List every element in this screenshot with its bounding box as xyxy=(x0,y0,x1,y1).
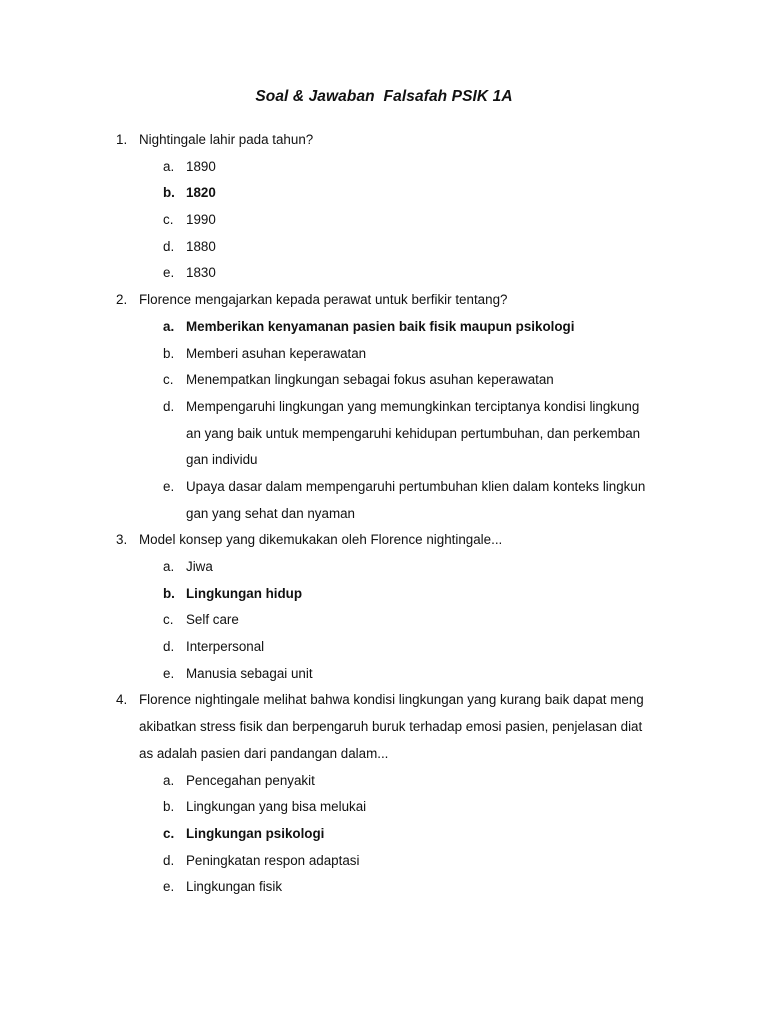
option-text: Jiwa xyxy=(186,559,213,574)
option-text: 1890 xyxy=(186,158,216,174)
option-letter: e. xyxy=(163,265,175,281)
question-text-line: akibatkan stress fisik dan berpengaruh buruk terhadap emosi pasien, penjelasan diat xyxy=(139,719,643,735)
answer-option xyxy=(0,260,768,287)
question-number: 1. xyxy=(116,132,128,147)
question-item xyxy=(0,687,768,901)
option-text: 1990 xyxy=(186,212,216,228)
option-text: Memberikan kenyamanan pasien baik fisik maupun psikologi xyxy=(186,318,575,334)
question-text xyxy=(0,287,768,314)
question-text-line: Nightingale lahir pada tahun? xyxy=(139,132,314,147)
question-text xyxy=(0,127,768,154)
answer-option xyxy=(0,207,768,234)
option-text: Memberi asuhan keperawatan xyxy=(186,345,367,361)
answer-option xyxy=(0,874,768,901)
answer-option xyxy=(0,581,768,608)
answer-option xyxy=(0,367,768,394)
option-text: Upaya dasar dalam mempengaruhi pertumbuhan klien dalam konteks lingkun xyxy=(186,478,646,494)
option-letter: d. xyxy=(163,852,175,868)
question-text xyxy=(0,527,768,554)
answer-option xyxy=(0,314,768,341)
option-letter: e. xyxy=(163,478,175,494)
answer-option-continuation xyxy=(0,421,768,448)
option-text: Lingkungan yang bisa melukai xyxy=(186,799,367,815)
option-letter: b. xyxy=(163,585,175,601)
option-text: an yang baik untuk mempengaruhi kehidupan pertumbuhan, dan perkemban xyxy=(186,425,641,441)
option-letter: d. xyxy=(163,238,175,254)
answer-option xyxy=(0,154,768,181)
question-list xyxy=(0,127,768,901)
answer-option xyxy=(0,234,768,261)
answer-option xyxy=(0,607,768,634)
option-text: Interpersonal xyxy=(186,639,265,655)
answer-option xyxy=(0,634,768,661)
question-text-line: Florence mengajarkan kepada perawat untuk berfikir tentang? xyxy=(139,292,508,308)
answer-option xyxy=(0,180,768,207)
option-text: 1880 xyxy=(186,238,216,254)
question-text-continuation xyxy=(0,714,768,741)
answer-option xyxy=(0,794,768,821)
option-text: 1830 xyxy=(186,265,216,281)
answer-option xyxy=(0,341,768,368)
answer-option-continuation xyxy=(0,447,768,474)
option-text: Peningkatan respon adaptasi xyxy=(186,852,360,868)
option-letter: a. xyxy=(163,158,175,174)
option-letter: b. xyxy=(163,185,175,201)
option-text: Mempengaruhi lingkungan yang memungkinkan terciptanya kondisi lingkung xyxy=(186,398,640,414)
option-letter: b. xyxy=(163,799,175,815)
option-text: Manusia sebagai unit xyxy=(186,665,313,681)
question-text-line: Florence nightingale melihat bahwa kondisi lingkungan yang kurang baik dapat meng xyxy=(139,692,644,708)
answer-option xyxy=(0,474,768,501)
option-text: Pencegahan penyakit xyxy=(186,772,315,788)
option-letter: b. xyxy=(163,345,175,361)
answer-option xyxy=(0,554,768,581)
answer-option xyxy=(0,768,768,795)
option-text: Lingkungan hidup xyxy=(186,585,303,601)
option-letter: d. xyxy=(163,639,175,655)
option-letter: c. xyxy=(163,612,174,628)
document-title: Soal & Jawaban Falsafah PSIK 1A xyxy=(255,88,513,105)
option-text: Lingkungan fisik xyxy=(186,879,283,895)
option-letter: c. xyxy=(163,212,174,228)
option-text: Menempatkan lingkungan sebagai fokus asuhan keperawatan xyxy=(186,372,554,388)
answer-option xyxy=(0,821,768,848)
question-item xyxy=(0,127,768,287)
question-item xyxy=(0,287,768,527)
question-text xyxy=(0,687,768,714)
answer-option xyxy=(0,394,768,421)
answer-option xyxy=(0,848,768,875)
question-number: 3. xyxy=(116,532,128,548)
question-text-continuation xyxy=(0,741,768,768)
option-letter: a. xyxy=(163,318,175,334)
option-text: 1820 xyxy=(186,185,216,201)
question-number: 4. xyxy=(116,692,128,708)
option-text: gan individu xyxy=(186,452,258,468)
answer-option xyxy=(0,661,768,688)
option-letter: a. xyxy=(163,559,175,574)
option-letter: c. xyxy=(163,825,175,841)
option-text: gan yang sehat dan nyaman xyxy=(186,505,355,521)
option-text: Lingkungan psikologi xyxy=(186,825,325,841)
question-text-line: Model konsep yang dikemukakan oleh Florence nightingale... xyxy=(139,532,503,548)
option-letter: e. xyxy=(163,665,175,681)
option-letter: d. xyxy=(163,398,175,414)
question-text-line: as adalah pasien dari pandangan dalam... xyxy=(139,745,389,761)
option-letter: c. xyxy=(163,372,174,388)
option-letter: e. xyxy=(163,879,175,895)
option-text: Self care xyxy=(186,612,239,628)
option-letter: a. xyxy=(163,772,175,788)
question-item xyxy=(0,527,768,687)
answer-option-continuation xyxy=(0,501,768,528)
question-number: 2. xyxy=(116,292,128,308)
